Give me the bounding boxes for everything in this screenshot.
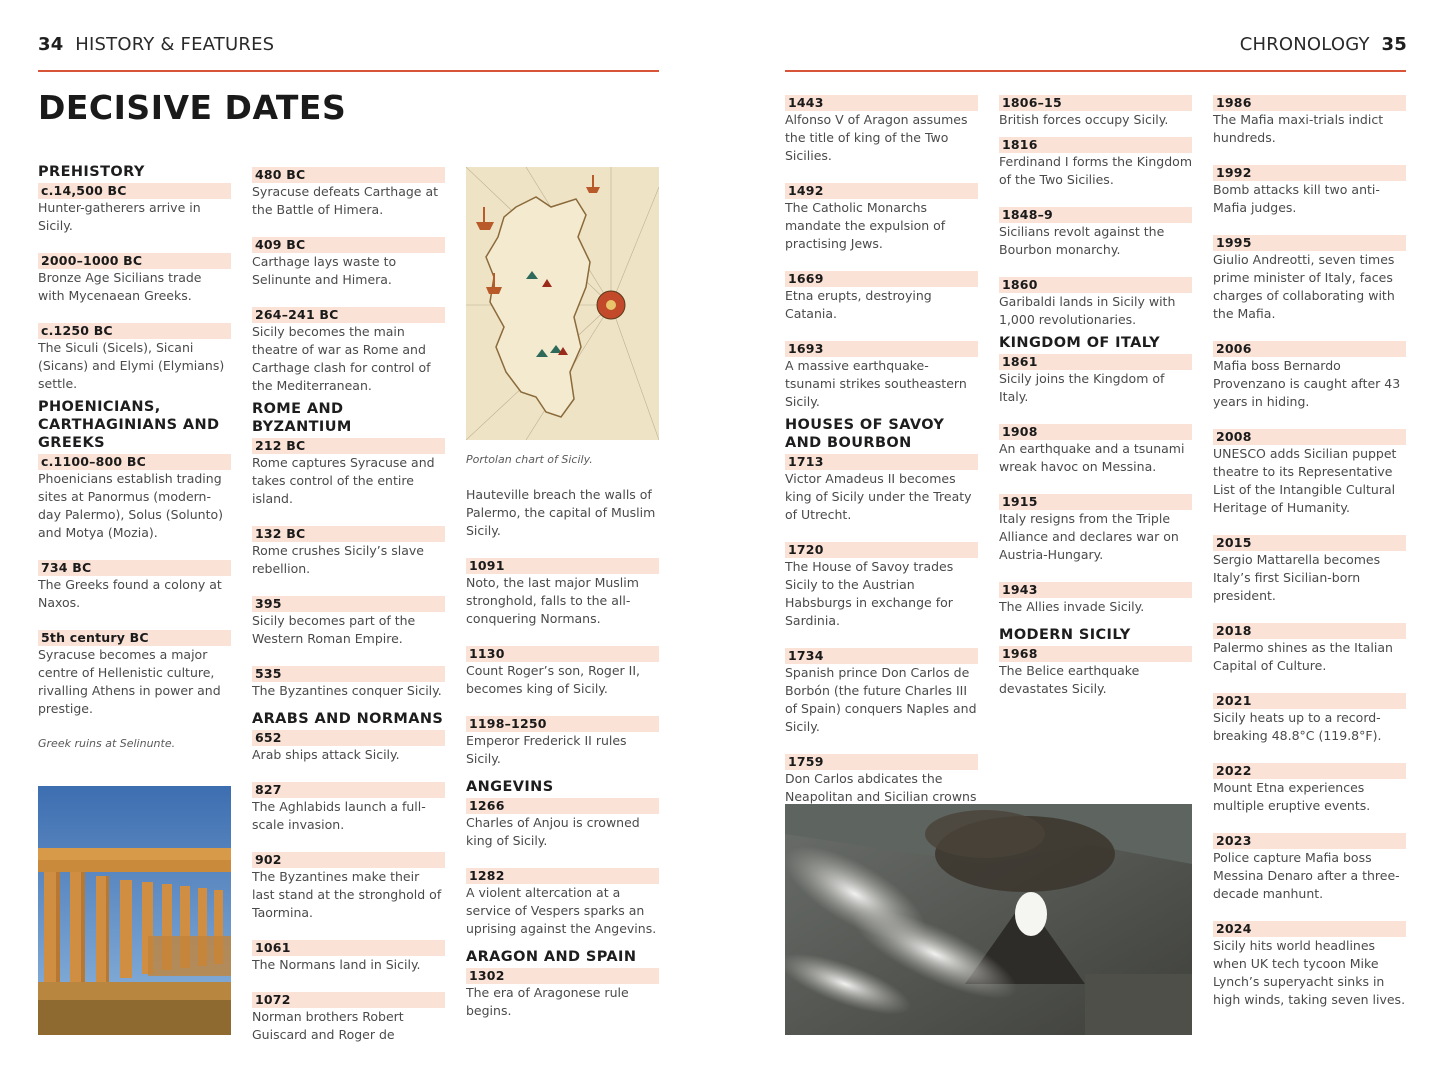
entry-text: Mount Etna experiences multiple eruptive events. xyxy=(1213,780,1371,813)
entry-date: 1848–9 xyxy=(999,207,1192,223)
section-heading: HOUSES OF SAVOY AND BOURBON xyxy=(785,417,945,451)
timeline-entry xyxy=(38,323,231,393)
timeline-entry xyxy=(466,798,659,850)
timeline-entry xyxy=(785,341,978,411)
timeline-entry xyxy=(466,558,659,628)
page-number-left: 34 xyxy=(38,34,64,55)
timeline-entry xyxy=(999,354,1192,406)
entry-date: 1915 xyxy=(999,494,1192,510)
running-head-left: HISTORY & FEATURES xyxy=(75,34,275,55)
timeline-entry xyxy=(252,167,445,219)
entry-text: Bronze Age Sicilians trade with Mycenaean Greeks. xyxy=(38,270,202,303)
timeline-entry xyxy=(1213,921,1406,1009)
entry-text: Police capture Mafia boss Messina Denaro after a three-decade manhunt. xyxy=(1213,850,1400,901)
continued-text: Hauteville breach the walls of Palermo, the capital of Muslim Sicily. xyxy=(466,487,656,538)
entry-date: 2022 xyxy=(1213,763,1406,779)
timeline-entry xyxy=(999,277,1192,329)
timeline-entry xyxy=(252,852,445,922)
timeline-entry xyxy=(252,666,445,700)
entry-text: A violent altercation at a service of Vespers sparks an uprising against the Angevins. xyxy=(466,885,657,936)
entry-date: 1693 xyxy=(785,341,978,357)
section-heading: ARABS AND NORMANS xyxy=(252,711,444,727)
entry-date: 1995 xyxy=(1213,235,1406,251)
entry-date: c.14,500 BC xyxy=(38,183,231,199)
timeline-entry xyxy=(252,782,445,834)
timeline-entry xyxy=(466,968,659,1020)
entry-date: c.1100–800 BC xyxy=(38,454,231,470)
entry-date: 1302 xyxy=(466,968,659,984)
entry-date: 1072 xyxy=(252,992,445,1008)
column-6 xyxy=(1213,95,1406,1009)
left-page-header xyxy=(38,34,274,55)
entry-date: 1061 xyxy=(252,940,445,956)
entry-text: Charles of Anjou is crowned king of Sicily. xyxy=(466,815,640,848)
timeline-entry xyxy=(252,940,445,974)
entry-text: Palermo shines as the Italian Capital of Culture. xyxy=(1213,640,1393,673)
entry-text: The Normans land in Sicily. xyxy=(252,957,421,972)
portolan-chart-image xyxy=(466,167,659,440)
timeline-entry xyxy=(1213,429,1406,517)
entry-text: A massive earthquake-tsunami strikes southeastern Sicily. xyxy=(785,358,967,409)
entry-text: Etna erupts, destroying Catania. xyxy=(785,288,932,321)
entry-date: 1720 xyxy=(785,542,978,558)
entry-text: British forces occupy Sicily. xyxy=(999,112,1169,127)
photo-caption: Portolan chart of Sicily. xyxy=(466,453,593,466)
entry-date: 1806–15 xyxy=(999,95,1192,111)
entry-date: 535 xyxy=(252,666,445,682)
entry-text: Arab ships attack Sicily. xyxy=(252,747,400,762)
section-heading: KINGDOM OF ITALY xyxy=(999,335,1161,351)
entry-date: 1734 xyxy=(785,648,978,664)
entry-date: 1943 xyxy=(999,582,1192,598)
entry-text: The Aghlabids launch a full-scale invasion. xyxy=(252,799,426,832)
entry-text: The Byzantines make their last stand at the stronghold of Taormina. xyxy=(252,869,442,920)
entry-text: Phoenicians establish trading sites at Panormus (modern-day Palermo), Solus (Soluntο) and Motya (Mozia). xyxy=(38,471,223,540)
page-title: DECISIVE DATES xyxy=(38,88,347,127)
entry-text: Ferdinand I forms the Kingdom of the Two Sicilies. xyxy=(999,154,1192,187)
entry-text: Sicily heats up to a record-breaking 48.8°C (119.8°F). xyxy=(1213,710,1382,743)
entry-text: Sicily becomes part of the Western Roman Empire. xyxy=(252,613,416,646)
section-heading: ANGEVINS xyxy=(466,779,554,795)
entry-date: 395 xyxy=(252,596,445,612)
entry-text: UNESCO adds Sicilian puppet theatre to its Representative List of the Intangible Cultural Heritage of Humanity. xyxy=(1213,446,1397,515)
entry-date: 264–241 BC xyxy=(252,307,445,323)
timeline-entry xyxy=(466,716,659,768)
timeline-entry xyxy=(252,596,445,648)
entry-text: Don Carlos abdicates the Neapolitan and Sicilian crowns xyxy=(785,771,977,804)
entry-date: 1198–1250 xyxy=(466,716,659,732)
entry-date: 5th century BC xyxy=(38,630,231,646)
entry-date: 902 xyxy=(252,852,445,868)
section-heading: PREHISTORY xyxy=(38,164,145,180)
entry-text: Sicily joins the Kingdom of Italy. xyxy=(999,371,1165,404)
section-heading: ARAGON AND SPAIN xyxy=(466,949,637,965)
timeline-entry xyxy=(999,424,1192,476)
timeline-entry xyxy=(999,207,1192,259)
timeline-entry xyxy=(999,137,1192,189)
entry-text: The Catholic Monarchs mandate the expulsion of practising Jews. xyxy=(785,200,946,251)
timeline-entry xyxy=(38,560,231,612)
timeline-entry xyxy=(252,526,445,578)
timeline-entry xyxy=(785,183,978,253)
entry-date: 1759 xyxy=(785,754,978,770)
photo-caption: Greek ruins at Selinunte. xyxy=(38,737,176,750)
timeline-entry xyxy=(785,542,978,630)
timeline-entry xyxy=(1213,535,1406,605)
entry-date: 1861 xyxy=(999,354,1192,370)
timeline-entry xyxy=(1213,763,1406,815)
entry-date: 1443 xyxy=(785,95,978,111)
entry-date: c.1250 BC xyxy=(38,323,231,339)
section-heading: ROME AND BYZANTIUM xyxy=(252,401,352,435)
entry-date: 1908 xyxy=(999,424,1192,440)
timeline-entry xyxy=(785,271,978,323)
entry-text: Rome captures Syracuse and takes control of the entire island. xyxy=(252,455,435,506)
entry-text: The Mafia maxi-trials indict hundreds. xyxy=(1213,112,1384,145)
page-number-right: 35 xyxy=(1381,34,1407,55)
timeline-entry xyxy=(38,253,231,305)
timeline-entry xyxy=(252,307,445,395)
entry-text: Hunter-gatherers arrive in Sicily. xyxy=(38,200,201,233)
section-heading: PHOENICIANS, CARTHAGINIANS AND GREEKS xyxy=(38,399,220,451)
entry-date: 652 xyxy=(252,730,445,746)
timeline-entry xyxy=(999,494,1192,564)
entry-text: Victor Amadeus II becomes king of Sicily under the Treaty of Utrecht. xyxy=(785,471,972,522)
timeline-entry xyxy=(1213,833,1406,903)
entry-date: 2023 xyxy=(1213,833,1406,849)
entry-date: 827 xyxy=(252,782,445,798)
timeline-entry xyxy=(38,183,231,235)
entry-date: 212 BC xyxy=(252,438,445,454)
entry-text: Sicilians revolt against the Bourbon monarchy. xyxy=(999,224,1165,257)
timeline-entry xyxy=(785,454,978,524)
entry-text: The Belice earthquake devastates Sicily. xyxy=(999,663,1140,696)
entry-text: Bomb attacks kill two anti-Mafia judges. xyxy=(1213,182,1380,215)
entry-text: Count Roger’s son, Roger II, becomes king of Sicily. xyxy=(466,663,640,696)
column-1 xyxy=(38,163,231,752)
entry-text: Sicily becomes the main theatre of war as Rome and Carthage clash for control of the Mediterranean. xyxy=(252,324,431,393)
entry-date: 2018 xyxy=(1213,623,1406,639)
column-3 xyxy=(466,452,659,1020)
timeline-entry xyxy=(1213,235,1406,323)
entry-date: 2008 xyxy=(1213,429,1406,445)
entry-text: Syracuse becomes a major centre of Hellenistic culture, rivalling Athens in power and prestige. xyxy=(38,647,221,716)
entry-text: Norman brothers Robert Guiscard and Roger de xyxy=(252,1009,404,1042)
entry-text: Sicily hits world headlines when UK tech tycoon Mike Lynch’s superyacht sinks in high winds, taking seven lives. xyxy=(1213,938,1406,1007)
timeline-entry xyxy=(466,646,659,698)
timeline-entry xyxy=(999,582,1192,616)
entry-text: Carthage lays waste to Selinunte and Himera. xyxy=(252,254,397,287)
entry-date: 1669 xyxy=(785,271,978,287)
timeline-entry xyxy=(785,95,978,165)
entry-text: Giulio Andreotti, seven times prime minister of Italy, faces charges of collaborating with the Mafia. xyxy=(1213,252,1395,321)
timeline-entry xyxy=(1213,165,1406,217)
entry-text: Mafia boss Bernardo Provenzano is caught after 43 years in hiding. xyxy=(1213,358,1401,409)
entry-date: 1816 xyxy=(999,137,1192,153)
timeline-entry xyxy=(1213,693,1406,745)
entry-date: 1992 xyxy=(1213,165,1406,181)
entry-date: 1091 xyxy=(466,558,659,574)
timeline-entry xyxy=(252,438,445,508)
timeline-entry xyxy=(252,992,445,1044)
entry-date: 1968 xyxy=(999,646,1192,662)
entry-date: 2000–1000 BC xyxy=(38,253,231,269)
entry-date: 1266 xyxy=(466,798,659,814)
timeline-entry xyxy=(999,646,1192,698)
timeline-entry xyxy=(999,95,1192,129)
entry-date: 1130 xyxy=(466,646,659,662)
entry-date: 734 BC xyxy=(38,560,231,576)
etna-eruption-photo xyxy=(785,804,1192,1035)
entry-text: Alfonso V of Aragon assumes the title of king of the Two Sicilies. xyxy=(785,112,968,163)
entry-text: The era of Aragonese rule begins. xyxy=(466,985,629,1018)
timeline-entry xyxy=(1213,341,1406,411)
timeline-entry xyxy=(38,630,231,718)
timeline-entry xyxy=(38,454,231,542)
entry-date: 2024 xyxy=(1213,921,1406,937)
entry-text: Noto, the last major Muslim stronghold, falls to the all-conquering Normans. xyxy=(466,575,639,626)
entry-text: The Greeks found a colony at Naxos. xyxy=(38,577,222,610)
left-header-rule xyxy=(38,70,659,72)
entry-text: Garibaldi lands in Sicily with 1,000 revolutionaries. xyxy=(999,294,1176,327)
entry-date: 1713 xyxy=(785,454,978,470)
timeline-entry xyxy=(252,730,445,764)
running-head-right: CHRONOLOGY xyxy=(1239,34,1370,55)
entry-date: 480 BC xyxy=(252,167,445,183)
timeline-entry xyxy=(466,868,659,938)
column-2 xyxy=(252,167,445,1044)
entry-date: 1860 xyxy=(999,277,1192,293)
entry-date: 1282 xyxy=(466,868,659,884)
right-page-header xyxy=(1240,34,1407,55)
entry-text: The Byzantines conquer Sicily. xyxy=(252,683,442,698)
entry-text: The House of Savoy trades Sicily to the Austrian Habsburgs in exchange for Sardinia. xyxy=(785,559,954,628)
entry-text: Sergio Mattarella becomes Italy’s first Sicilian-born president. xyxy=(1213,552,1381,603)
entry-text: Syracuse defeats Carthage at the Battle of Himera. xyxy=(252,184,439,217)
column-4 xyxy=(785,95,978,874)
column-5 xyxy=(999,95,1192,698)
entry-text: An earthquake and a tsunami wreak havoc on Messina. xyxy=(999,441,1185,474)
entry-text: Spanish prince Don Carlos de Borbón (the future Charles III of Spain) conquers Naples and Sicily. xyxy=(785,665,977,734)
entry-text: Rome crushes Sicily’s slave rebellion. xyxy=(252,543,424,576)
selinunte-ruins-photo xyxy=(38,786,231,1035)
timeline-entry xyxy=(1213,95,1406,147)
entry-date: 2015 xyxy=(1213,535,1406,551)
right-header-rule xyxy=(785,70,1406,72)
entry-text: The Siculi (Sicels), Sicani (Sicans) and Elymi (Elymians) settle. xyxy=(38,340,225,391)
entry-date: 1986 xyxy=(1213,95,1406,111)
timeline-entry xyxy=(1213,623,1406,675)
entry-text: Emperor Frederick II rules Sicily. xyxy=(466,733,627,766)
entry-date: 2006 xyxy=(1213,341,1406,357)
timeline-entry xyxy=(785,648,978,736)
entry-date: 2021 xyxy=(1213,693,1406,709)
timeline-entry xyxy=(252,237,445,289)
entry-text: The Allies invade Sicily. xyxy=(999,599,1145,614)
entry-date: 409 BC xyxy=(252,237,445,253)
section-heading: MODERN SICILY xyxy=(999,627,1131,643)
entry-date: 1492 xyxy=(785,183,978,199)
entry-text: Italy resigns from the Triple Alliance and declares war on Austria-Hungary. xyxy=(999,511,1179,562)
entry-date: 132 BC xyxy=(252,526,445,542)
